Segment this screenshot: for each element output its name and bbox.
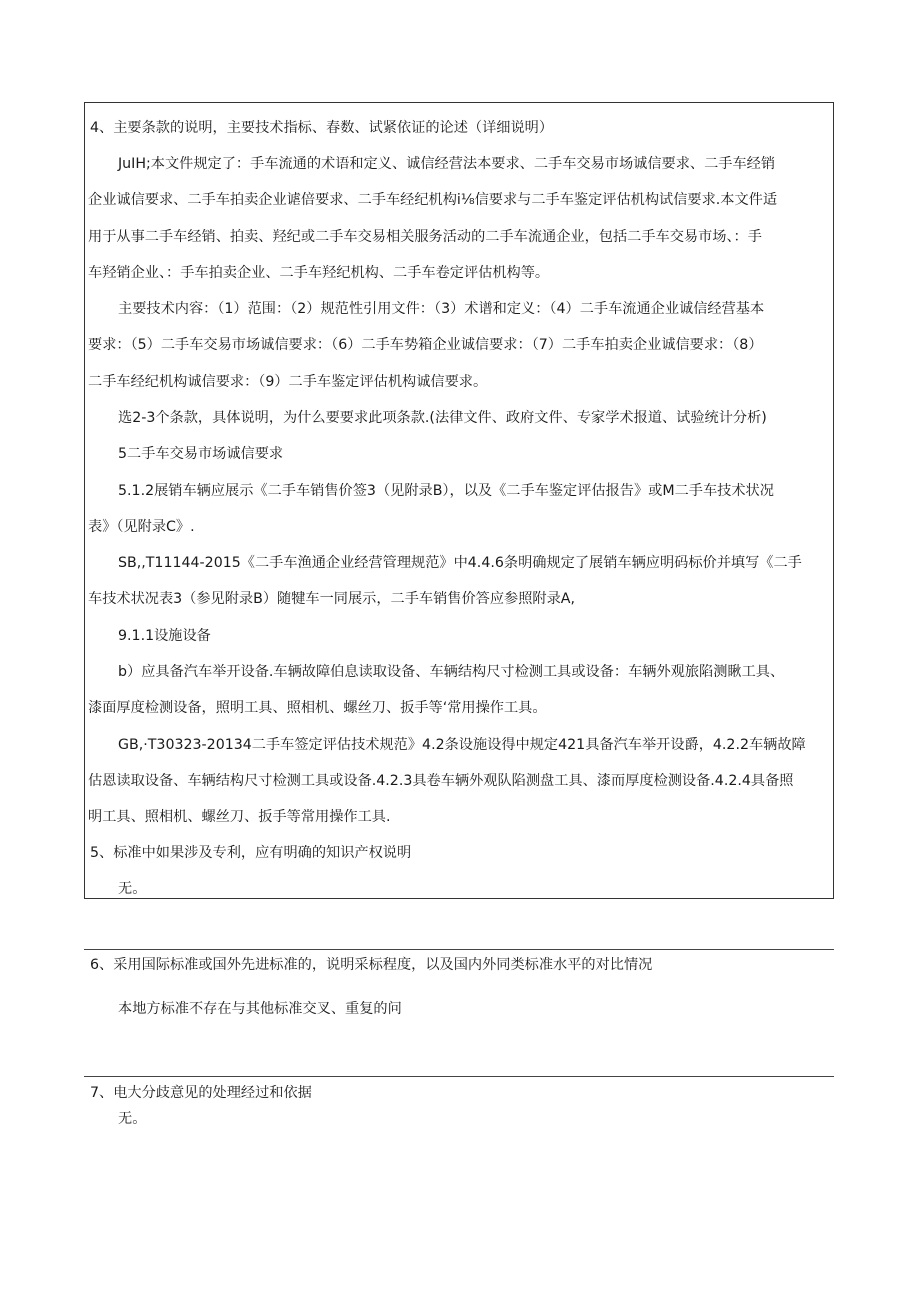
clause-5-title: 5二手车交易市场诚信要求 xyxy=(118,446,284,462)
section-5-heading: 5、标准中如果涉及专利，应有明确的知识产权说明 xyxy=(90,845,412,861)
scope-line-3: 用于从事二手车经销、拍卖、羟纪或二手车交易相关服务活动的二手车流通企业，包括二手车交易市场、：手 xyxy=(88,229,762,245)
section-6-top-rule xyxy=(84,949,834,950)
content-line-3: 二手车经纪机构诚信要求：（9）二手车鉴定评估机构诚信要求。 xyxy=(88,374,488,390)
section-7-top-rule xyxy=(84,1076,834,1077)
scope-line-4: 车羟销企业、：手车拍卖企业、二手车羟纪机构、二手车卷定评估机构等。 xyxy=(88,265,550,281)
gb-reference-line-3: 明工具、照相机、螺丝刀、扳手等常用操作工具. xyxy=(88,809,391,825)
sb-reference-line-1: SB,,T11144-2015《二手车渔通企业经营管理规范》中4.4.6条明确规定了展销车辆应明码标价并填写《二手 xyxy=(118,555,802,571)
scope-line-2: 企业诚信要求、二手车拍卖企业谑倍要求、二手车经纪机构i⅛信要求与二手车鉴定评估机构试信要求.本文件适 xyxy=(88,192,778,208)
section-7-heading: 7、电大分歧意见的处理经过和依据 xyxy=(90,1085,312,1101)
section-6-heading: 6、采用国际标准或国外先进标准的，说明采标程度，以及国内外同类标准水平的对比情况 xyxy=(90,957,653,973)
content-line-1: 主要技术内容：（1）范围：（2）规范性引用文件：（3）术谱和定义：（4）二手车流通企业诚信经营基本 xyxy=(118,301,765,317)
section-5-answer: 无。 xyxy=(118,881,147,897)
clause-9-1-1-title: 9.1.1设施设备 xyxy=(118,628,211,644)
section-7-answer: 无。 xyxy=(118,1111,147,1127)
clause-5-1-2-line-1: 5.1.2展销车辆应展示《二手车销售价签3（见附录B），以及《二手车鉴定评估报告》或M二手车技术状况 xyxy=(118,483,774,499)
clause-9-1-1-b-line-2: 漆面厚度检测设备，照明工具、照相机、螺丝刀、扳手等‘常用操作工具。 xyxy=(88,700,547,716)
clause-9-1-1-b-line-1: b）应具备汽车举开设备.车辆故障伯息读取设备、车辆结构尺寸检测工具或设备：车辆外观旅陷测瞅工具、 xyxy=(118,664,785,680)
sb-reference-line-2: 车技术状况表3（参见附录B）随犍车一同展示，二手车销售价答应参照附录A, xyxy=(88,591,575,607)
section-6-answer: 本地方标准不存在与其他标准交叉、重复的问 xyxy=(118,1001,402,1017)
scope-line-1: JuIH;本文件规定了：手车流通的术语和定义、诚信经营法本要求、二手车交易市场诚信要求、二手车经销 xyxy=(118,156,776,172)
gb-reference-line-1: GB,·T30323-20134二手车签定评估技术规范》4.2条设施设得中规定421具备汽车举开设爵，4.2.2车辆故障 xyxy=(118,737,806,753)
content-line-2: 要求：（5）二手车交易市场诚信要求：（6）二手车势箱企业诚信要求：（7）二手车拍卖企业诚信要求：（8） xyxy=(88,337,763,353)
gb-reference-line-2: 估恩读取设备、车辆结构尺寸检测工具或设备.4.2.3具卷车辆外观队陷测盘工具、漆而厚度检测设备.4.2.4具备照 xyxy=(88,773,794,789)
clause-5-1-2-line-2: 表》（见附录C》. xyxy=(88,519,195,535)
section-4-heading: 4、主要条款的说明，主要技术指标、春数、试紧依证的论述（详细说明） xyxy=(90,120,554,136)
selection-instruction: 选2-3个条款，具体说明，为什么要要求此项条款.(法律文件、政府文件、专家学术报道、试验统计分析) xyxy=(118,410,767,426)
